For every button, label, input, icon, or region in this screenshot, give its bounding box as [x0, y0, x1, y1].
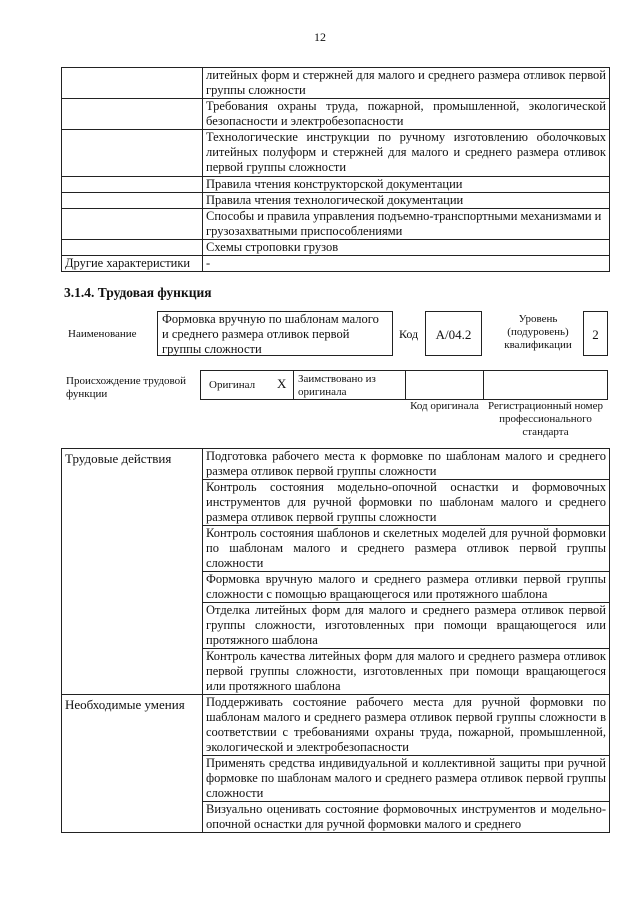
table-row: [62, 177, 610, 193]
group-title-skills: Необходимые умения: [62, 695, 203, 833]
table-cell: [62, 99, 203, 130]
table-cell: Подготовка рабочего места к формовке по шаблонам малого и среднего размера отливок первой группы сложности: [203, 449, 610, 480]
table-cell: [62, 130, 203, 177]
knowledge-table: [61, 67, 610, 272]
table-cell: [62, 209, 203, 240]
table-cell: [62, 240, 203, 256]
table-cell: Правила чтения конструкторской документации: [203, 177, 610, 193]
table-cell: Требования охраны труда, пожарной, промышленной, экологической безопасности и электробезопасности: [203, 99, 610, 130]
code-label: Код: [399, 327, 419, 341]
original-box: [200, 370, 294, 400]
original-label: Оригинал: [209, 379, 256, 391]
section-title: 3.1.4. Трудовая функция: [64, 285, 212, 300]
table-row: [62, 130, 610, 177]
function-code: A/04.2: [435, 327, 472, 342]
table-cell: Схемы строповки грузов: [203, 240, 610, 256]
table-cell: Контроль качества литейных форм для малого и среднего размера отливок первой группы сложности, изготовленных при помощи вращающегося или протяжного шаблона: [203, 649, 610, 695]
reg-number-box: [483, 370, 608, 400]
origin-label: Происхождение трудовой функции: [66, 375, 187, 400]
table-cell: -: [203, 256, 610, 272]
table-cell: Технологические инструкции по ручному изготовлению оболочковых литейных полуформ и стержней для малого и среднего размера отливок первой группы сложности: [203, 130, 610, 177]
table-row: [62, 240, 610, 256]
table-cell: Применять средства индивидуальной и коллективной защиты при ручной формовке по шаблонам малого и среднего размера отливок первой группы сложности: [203, 756, 610, 802]
borrowed-box: [293, 370, 406, 400]
name-label: Наименование: [68, 328, 137, 340]
table-cell: Правила чтения технологической документации: [203, 193, 610, 209]
table-cell: Контроль состояния модельно-опочной оснастки и формовочных инструментов для ручной формовки по шаблонам малого и среднего размера отливок первой группы сложности: [203, 480, 610, 526]
table-cell: Формовка вручную малого и среднего размера отливки первой группы сложности с помощью вращающегося или протяжного шаблона: [203, 572, 610, 603]
table-cell: Контроль состояния шаблонов и скелетных моделей для ручной формовки по шаблонам малого и среднего размера отливок первой группы сложности: [203, 526, 610, 572]
code-original-caption: Код оригинала: [410, 400, 479, 412]
level-label: Уровень (подуровень) квалификации: [504, 313, 572, 351]
code-original-box: [405, 370, 484, 400]
table-row: [62, 449, 610, 480]
table-row: [62, 209, 610, 240]
table-cell: литейных форм и стержней для малого и среднего размера отливок первой группы сложности: [203, 68, 610, 99]
table-cell: Другие характеристики: [62, 256, 203, 272]
function-name: Формовка вручную по шаблонам малого и среднего размера отливок первой группы сложности: [162, 312, 379, 356]
function-table: [61, 448, 610, 833]
table-cell: Способы и правила управления подъемно-транспортными механизмами и грузозахватными приспособлениями: [203, 209, 610, 240]
table-cell: Поддерживать состояние рабочего места для ручной формовки по шаблонам малого и среднего размера отливок первой группы сложности в соответствии с требованиями охраны труда, пожарной, промышленной, экологической и электробезопасности: [203, 695, 610, 756]
function-code-box: [425, 311, 482, 356]
table-row: [62, 99, 610, 130]
table-cell: Отделка литейных форм для малого и среднего размера отливок первой группы сложности, изготовленных при помощи вращающегося или протяжного шаблона: [203, 603, 610, 649]
table-cell: Визуально оценивать состояние формовочных инструментов и модельно-опочной оснастки для ручной формовки малого и среднего: [203, 802, 610, 833]
original-mark: X: [277, 376, 287, 391]
table-cell: [62, 193, 203, 209]
table-cell: [62, 177, 203, 193]
table-row: [62, 193, 610, 209]
level-box: [583, 311, 608, 356]
reg-number-caption: Регистрационный номер профессионального стандарта: [487, 400, 604, 438]
table-cell: [62, 68, 203, 99]
borrowed-label: Заимствовано из оригинала: [298, 373, 376, 398]
table-row: [62, 68, 610, 99]
level-value: 2: [592, 327, 599, 342]
table-row: [62, 256, 610, 272]
page-number: 12: [314, 30, 326, 44]
table-row: [62, 695, 610, 756]
group-title-actions: Трудовые действия: [62, 449, 203, 695]
function-name-box: [157, 311, 393, 356]
